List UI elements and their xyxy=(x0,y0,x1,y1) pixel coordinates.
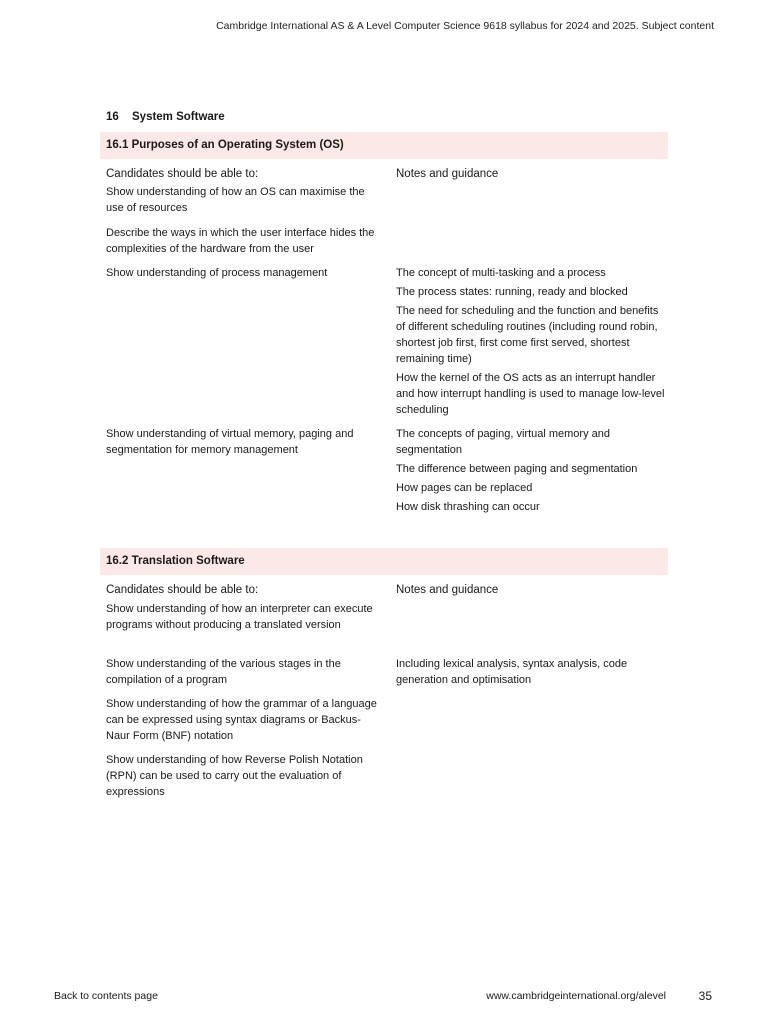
section-title: System Software xyxy=(132,111,225,123)
back-to-contents-link[interactable]: Back to contents page xyxy=(54,990,158,1002)
objective-text: Show understanding of process management xyxy=(106,267,328,279)
header-title: Cambridge International AS & A Level Computer Science 9618 syllabus for 2024 and 2025. xyxy=(216,20,639,32)
guidance-text: How disk thrashing can occur xyxy=(396,501,540,513)
page-header xyxy=(216,20,714,32)
guidance-text: The difference between paging and segmentation xyxy=(396,463,638,475)
objective-text: Show understanding of how an interpreter can execute programs without producing a translated version xyxy=(106,603,373,631)
objective-text: Show understanding of how the grammar of a language can be expressed using syntax diagrams or Backus-Naur Form (BNF) notation xyxy=(106,698,377,742)
guidance-text: The process states: running, ready and blocked xyxy=(396,286,628,298)
header-section: Subject content xyxy=(641,20,714,32)
objective-text: Show understanding of the various stages in the compilation of a program xyxy=(106,658,341,686)
left-column-heading: Candidates should be able to: xyxy=(106,168,259,180)
guidance-text: The concepts of paging, virtual memory and segmentation xyxy=(396,428,611,456)
objective-text: Show understanding of how Reverse Polish Notation (RPN) can be used to carry out the evaluation of expressions xyxy=(106,754,363,798)
left-column-heading: Candidates should be able to: xyxy=(106,584,259,596)
right-column-heading: Notes and guidance xyxy=(396,168,499,180)
guidance-text: How the kernel of the OS acts as an interrupt handler and how interrupt handling is used to manage low-level scheduling xyxy=(396,372,665,416)
objective-text: Show understanding of virtual memory, paging and segmentation for memory management xyxy=(106,428,354,456)
subsection-band-16-1: 16.1 Purposes of an Operating System (OS) xyxy=(100,132,668,159)
objective-text: Show understanding of how an OS can maximise the use of resources xyxy=(106,186,365,214)
guidance-text: The need for scheduling and the function and benefits of different scheduling routines (including round robin, shortest job first, first come first served, shortest remaining time) xyxy=(396,305,659,365)
website-link[interactable]: www.cambridgeinternational.org/alevel xyxy=(486,990,666,1002)
objective-text: Describe the ways in which the user interface hides the complexities of the hardware from the user xyxy=(106,227,375,255)
subsection-band-16-2: 16.2 Translation Software xyxy=(100,548,668,575)
right-column-heading: Notes and guidance xyxy=(396,584,499,596)
guidance-text: The concept of multi-tasking and a process xyxy=(396,267,606,279)
guidance-text: Including lexical analysis, syntax analysis, code generation and optimisation xyxy=(396,658,628,686)
guidance-text: How pages can be replaced xyxy=(396,482,533,494)
section-heading xyxy=(106,111,225,123)
page-number: 35 xyxy=(698,989,712,1003)
section-number: 16 xyxy=(106,111,119,123)
